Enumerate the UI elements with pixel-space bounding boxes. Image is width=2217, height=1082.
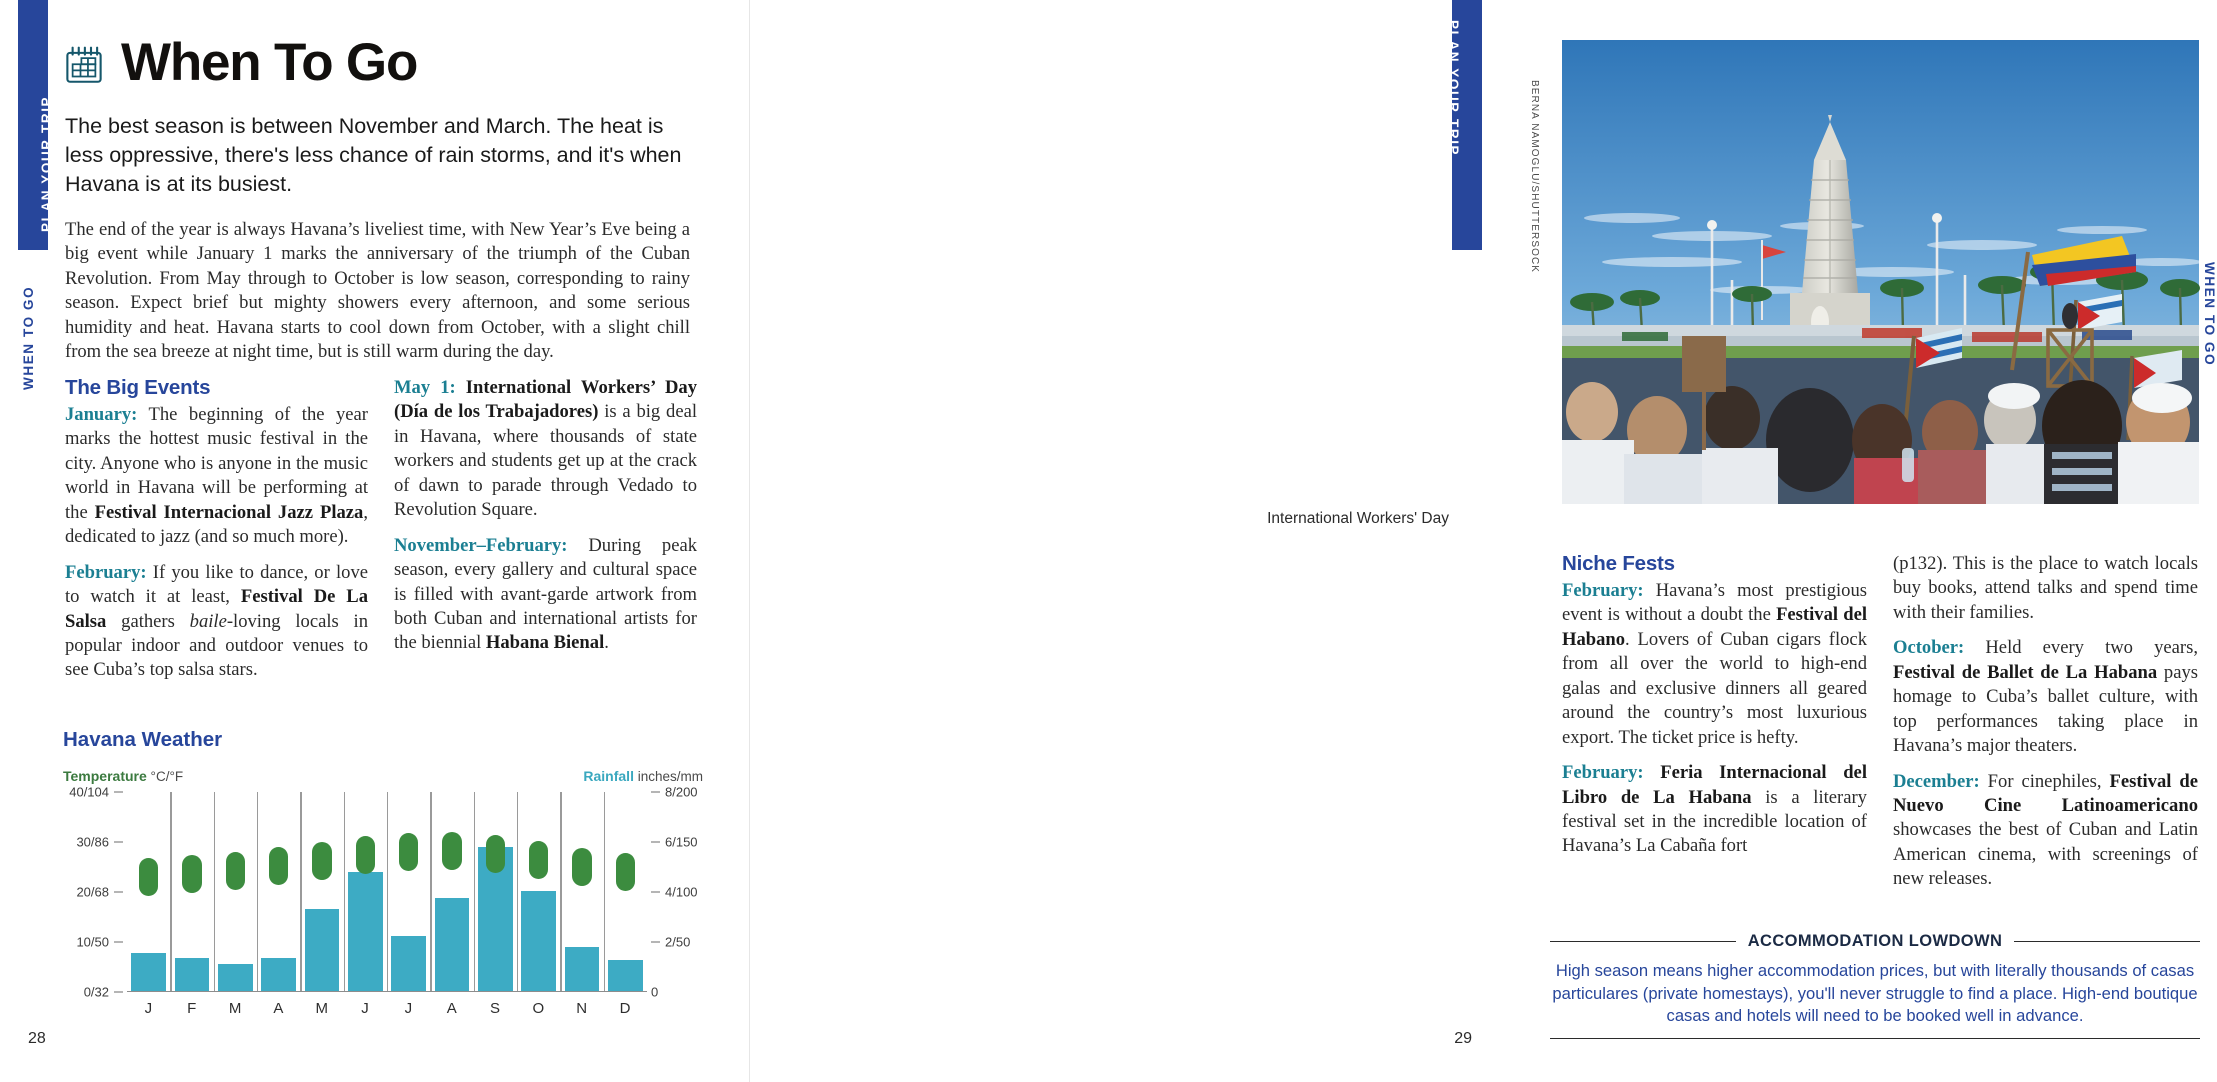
event-label: December: <box>1893 770 1980 792</box>
event-text-post: is a literary festival set in the incredible location of Havana’s La Cabaña fort <box>1562 786 1867 857</box>
y-tick-left: 0/32 <box>84 985 123 1000</box>
rainfall-bar <box>348 872 383 991</box>
event-text-bold: Feria Internacional del Libro de La Habana <box>1562 762 1867 808</box>
event-label: February: <box>1562 580 1644 601</box>
page-title: When To Go <box>121 33 418 92</box>
lowdown-body: High season means higher accommodation prices, but with literally thousands of casas particulares (private homestays), you'll never struggle to find a place. High-end boutique casas and hotels will need to be booked well in advance. <box>1552 961 2198 1026</box>
event-text-bold: Festival del Habano <box>1562 604 1867 650</box>
page-gutter <box>749 0 750 1082</box>
chart-plot-area <box>127 792 647 992</box>
event-label: October: <box>1893 637 1965 659</box>
event-text-bold: Habana Bienal <box>485 632 605 654</box>
chart-separator <box>474 792 475 991</box>
accommodation-lowdown-box <box>1550 932 2200 1039</box>
right-page: PLAN YOUR TRIP WHEN TO GO BERNA NAMOGLU/SHUTTERSOCK International Workers' Day Niche Fests February: Havana’s most prestigious event is without a doubt the Festival del Habano. Lovers of Cuban cigars flock from all over the world to high-end galas and exclusive dinners all geared around the country’s most luxurious export. The ticket price is hefty. February: Feria Internacional del Libro de La Habana is a literary festival set in the incredible location of Havana’s La Cabaña fort (p132). This is the place to watch locals buy books, attend talks and spend time with their families. October: Held every two years, Festival de Ballet de La Habana pays homage to Cuba’s ballet culture, with top performances taking place in Havana’s major theaters. December: For cinephiles, Festival de Nuevo Cine Latinoamericano showcases the best of Cuban and Latin American cinema, with screenings of new releases. ACCOMMODATION LOWDOWN High season means higher accommodation prices, but with literally thousands of casas particulares (private homestays), you'll never struggle to find a place. High-end boutique casas and hotels will need to be booked well in advance. 29 <box>750 0 1500 1082</box>
legend-rainfall-units: inches/mm <box>637 769 703 784</box>
x-tick-label: S <box>490 1000 501 1017</box>
rainfall-bar <box>521 891 556 991</box>
edge-tab-plan-your-trip-right <box>1446 0 1482 250</box>
chart-separator <box>214 792 215 991</box>
temperature-dot <box>572 848 591 886</box>
lowdown-header <box>1550 932 2200 951</box>
y-tick-left: 10/50 <box>76 935 123 950</box>
event-text-post: . Lovers of Cuban cigars flock from all over the world to high-end galas and exclusive dinners all geared around the country’s most luxurious export. The ticket price is hefty. <box>1562 628 1867 748</box>
chart-x-axis-labels <box>127 1000 647 1017</box>
x-tick-label: F <box>187 1000 197 1017</box>
event-text-bold: International Workers’ Day (Día de los Trabajadores) <box>394 377 697 423</box>
hero-photo <box>1562 40 2199 504</box>
rainfall-bar <box>261 958 296 991</box>
chart-separator <box>430 792 431 991</box>
chart-separator <box>604 792 605 991</box>
rainfall-bar <box>131 953 166 991</box>
legend-temperature-label: Temperature <box>63 768 147 784</box>
edge-tab-plan-your-trip <box>18 0 54 250</box>
event-text-italic: baile <box>189 610 227 632</box>
x-tick-label: M <box>228 1000 242 1017</box>
event-text-pre <box>456 377 466 398</box>
niche-october-ballet <box>1893 636 2198 758</box>
event-text-post: pays homage to Cuba’s ballet culture, with top performances taking place in Havana’s major theaters. <box>1893 661 2198 757</box>
big-events-section <box>65 376 697 683</box>
chart-separator <box>344 792 345 991</box>
chart-right-axis <box>651 784 711 1000</box>
page-title-row <box>63 33 418 92</box>
y-tick-left: 40/104 <box>69 785 123 800</box>
y-tick-left: 20/68 <box>76 885 123 900</box>
hero-photo-artwork <box>1562 40 2199 504</box>
event-label: January: <box>65 404 138 425</box>
x-tick-label: J <box>361 1000 370 1017</box>
rainfall-bar <box>218 964 253 991</box>
event-january <box>65 403 368 550</box>
event-label: November–February: <box>394 534 568 556</box>
rainfall-bar <box>305 909 340 991</box>
page-number-left: 28 <box>28 1030 46 1047</box>
chart-canvas <box>63 784 703 1022</box>
rule-right <box>2014 941 2200 943</box>
rainfall-bar <box>608 960 643 991</box>
rule-left <box>1550 941 1736 943</box>
event-text-post: -loving locals in popular indoor and outdoor venues to see Cuba’s top salsa stars. <box>65 610 368 681</box>
big-events-heading: The Big Events <box>65 376 211 399</box>
chart-separator <box>387 792 388 991</box>
chart-title: Havana Weather <box>63 728 223 751</box>
left-page <box>0 0 750 1082</box>
niche-february-habano <box>1562 579 1867 750</box>
y-tick-right: 4/100 <box>651 885 698 900</box>
x-tick-label: O <box>532 1000 545 1017</box>
temperature-dot <box>226 852 245 890</box>
event-label: February: <box>65 561 147 583</box>
event-may-1 <box>394 376 697 523</box>
temperature-dot <box>529 841 548 879</box>
legend-rainfall-label: Rainfall <box>583 768 634 784</box>
lowdown-title: ACCOMMODATION LOWDOWN <box>1747 932 2003 950</box>
event-text-pre: During peak season, every gallery and cultural space is filled with avant-garde artwork from both Cuban and international artists for the biennial <box>394 534 697 654</box>
havana-weather-chart <box>63 728 703 1022</box>
photo-caption: International Workers' Day <box>1267 510 1449 527</box>
chart-legend <box>63 768 703 784</box>
big-events-column-1 <box>65 376 368 683</box>
temperature-dot <box>442 832 461 870</box>
y-tick-right: 6/150 <box>651 835 698 850</box>
temperature-dot <box>139 858 158 896</box>
lead-paragraph: The end of the year is always Havana’s liveliest time, with New Year’s Eve being a big event while January 1 marks the anniversary of the triumph of the Cuban Revolution. From May through to October is low season, corresponding to rainy season. Expect brief but mighty showers every afternoon, and some serious humidity and heat. Havana starts to cool down from October, with a slight chill from the sea breeze at night time, but is still warm during the day. <box>65 219 690 363</box>
niche-fests-section <box>1562 552 2199 892</box>
event-text-post: is a big deal in Havana, where thousands of state workers and students get up at the crack of dawn to parade through Vedado to Revolution Square. <box>394 401 697 521</box>
legend-rainfall <box>583 768 703 784</box>
x-tick-label: N <box>576 1000 588 1017</box>
photo-credit: BERNA NAMOGLU/SHUTTERSOCK <box>1529 80 1540 274</box>
niche-fests-heading: Niche Fests <box>1562 552 1675 575</box>
rainfall-bar <box>175 958 210 991</box>
temperature-dot <box>616 853 635 891</box>
rule-bottom <box>1550 1038 2200 1040</box>
event-text-pre: If you like to dance, or love to watch it at least, <box>65 561 368 608</box>
chart-separator <box>517 792 518 991</box>
rainfall-bar <box>435 898 470 991</box>
event-text-bold: Festival Internacional Jazz Plaza <box>94 501 364 523</box>
chart-separator <box>300 792 301 991</box>
legend-temperature <box>63 768 183 784</box>
temperature-dot <box>486 835 505 873</box>
x-tick-label: M <box>315 1000 329 1017</box>
event-text-pre: For cinephiles, <box>1979 770 2110 792</box>
calendar-icon <box>63 45 105 87</box>
event-text-mid: gathers <box>106 610 190 632</box>
niche-column-2 <box>1893 552 2198 892</box>
event-text-post: . <box>604 632 609 654</box>
x-tick-label: A <box>446 1000 458 1017</box>
y-tick-right: 0 <box>651 984 659 1000</box>
temperature-dot <box>182 855 201 893</box>
event-label: February: <box>1562 762 1644 784</box>
event-text-bold: Festival De La Salsa <box>65 586 369 632</box>
y-tick-right: 8/200 <box>651 785 698 800</box>
event-text-post: showcases the best of Cuban and Latin American cinema, with screenings of new releases. <box>1893 819 2198 890</box>
event-text-pre: Havana’s most prestigious event is without a doubt the <box>1562 580 1867 626</box>
temperature-dot <box>269 847 288 885</box>
edge-tab-label: PLAN YOUR TRIP <box>1446 20 1461 157</box>
event-text-post: , dedicated to jazz (and so much more). <box>65 501 368 548</box>
legend-temperature-units: °C/°F <box>150 769 184 784</box>
chart-left-axis <box>63 784 123 1000</box>
event-text-pre: The beginning of the year marks the hottest music festival in the city. Anyone who is anyone in the music world in Havana will be performing at the <box>65 404 368 523</box>
event-label: May 1: <box>394 377 456 398</box>
y-tick-right: 2/50 <box>651 935 690 950</box>
edge-tab-label: PLAN YOUR TRIP <box>39 95 54 232</box>
x-tick-label: J <box>144 1000 153 1017</box>
event-text-bold: Festival de Ballet de La Habana <box>1893 661 2158 683</box>
chart-separator <box>560 792 561 991</box>
chart-separator <box>257 792 258 991</box>
x-tick-label: A <box>273 1000 284 1017</box>
temperature-dot <box>399 833 418 871</box>
event-text-bold: Festival de Nuevo Cine Latinoamericano <box>1893 770 2198 816</box>
event-november-february <box>394 534 697 656</box>
edge-sub-when-to-go-left: WHEN TO GO <box>21 285 36 390</box>
chart-separator <box>170 792 171 991</box>
x-tick-label: J <box>404 1000 413 1017</box>
niche-december-cine <box>1893 770 2198 892</box>
rainfall-bar <box>565 947 600 991</box>
x-tick-label: D <box>619 1000 631 1017</box>
big-events-column-2 <box>394 376 697 683</box>
y-tick-left: 30/86 <box>76 835 123 850</box>
temperature-dot <box>312 842 331 880</box>
rainfall-bar <box>391 936 426 991</box>
temperature-dot <box>356 836 375 874</box>
niche-column-1 <box>1562 552 1867 892</box>
niche-february-libro <box>1562 761 1867 859</box>
event-text-pre: Held every two years, <box>1964 637 2198 659</box>
niche-continuation: (p132). This is the place to watch locals buy books, attend talks and spend time with their families. <box>1893 553 2198 623</box>
intro-paragraph: The best season is between November and March. The heat is less oppressive, there's less chance of rain storms, and it's when Havana is at its busiest. <box>65 114 682 197</box>
page-number-right: 29 <box>1454 1030 1472 1047</box>
event-text-pre <box>1644 762 1661 783</box>
event-february <box>65 561 368 683</box>
